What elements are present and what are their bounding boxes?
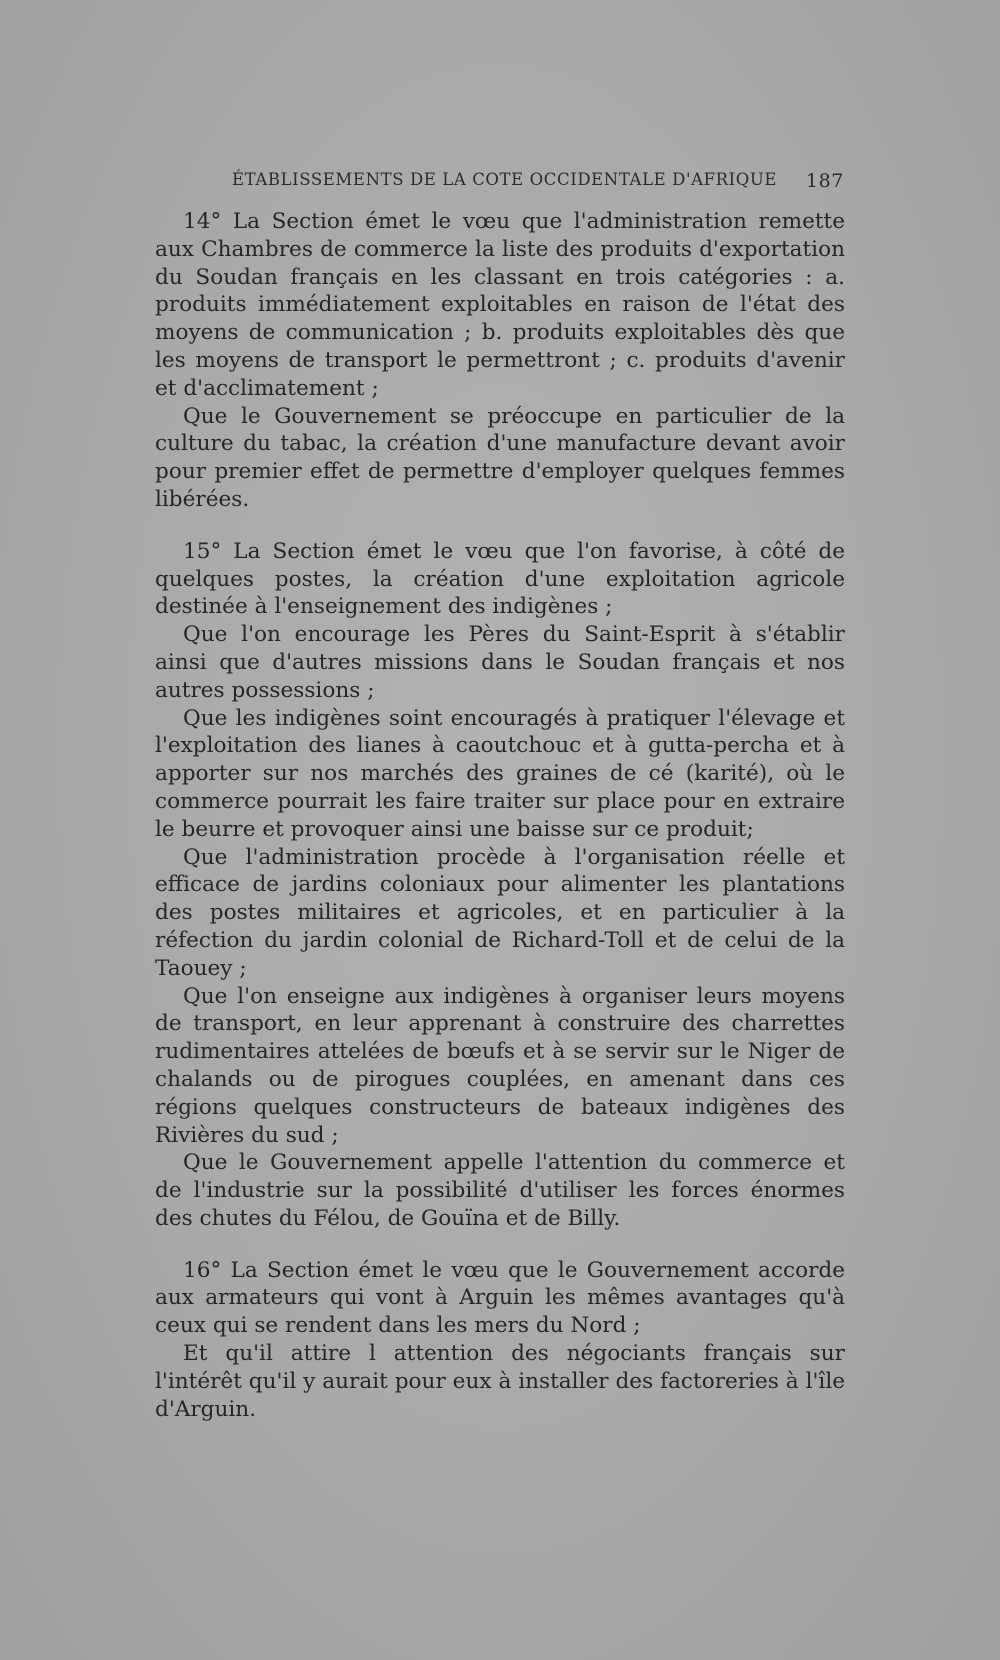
- paragraph-15-transport: Que l'on enseigne aux indigènes à organiser leurs moyens de transport, en leur apprenant à construire des charrettes rudimentaires attelées de bœufs et à se servir sur le Niger de chalands ou de pirogues couplées, en amenant dans ces régions quelques constructeurs de bateaux indigènes des Rivières du sud ;: [155, 983, 845, 1148]
- page-number: 187: [805, 170, 844, 192]
- paragraph-16-arguin: Et qu'il attire l attention des négociants français sur l'intérêt qu'il y aurait pour eux à installer des factoreries à l'île d'Arguin.: [155, 1341, 845, 1422]
- paragraph-15-jardins: Que l'administration procède à l'organisation réelle et efficace de jardins coloniaux pour alimenter les plantations des postes militaires et agricoles, et en particulier à la réfection du jardin colonial de Richard-Toll et de celui de la Taouey ;: [155, 844, 845, 981]
- paragraph-15-chutes: Que le Gouvernement appelle l'attention du commerce et de l'industrie sur la possibilité d'utiliser les forces énormes des chutes du Félou, de Gouïna et de Billy.: [155, 1150, 845, 1231]
- body-text: [155, 208, 845, 1423]
- paragraph-15-missions: Que l'on encourage les Pères du Saint-Esprit à s'établir ainsi que d'autres missions dans le Soudan français et nos autres possessions ;: [155, 622, 845, 703]
- paragraph-14-tabac: Que le Gouvernement se préoccupe en particulier de la culture du tabac, la création d'une manufacture devant avoir pour premier effet de permettre d'employer quelques femmes libérées.: [155, 403, 845, 512]
- running-header: [232, 170, 844, 194]
- paragraph-16: 16° La Section émet le vœu que le Gouvernement accorde aux armateurs qui vont à Arguin les mêmes avantages qu'à ceux qui se rendent dans les mers du Nord ;: [155, 1257, 845, 1339]
- running-title: ÉTABLISSEMENTS DE LA COTE OCCIDENTALE D'AFRIQUE: [232, 170, 778, 189]
- paragraph-14: 14° La Section émet le vœu que l'administration remette aux Chambres de commerce la liste des produits d'exportation du Soudan français en les classant en trois catégories : a. produits immédiatement exploitables en raison de l'état des moyens de communication ; b. produits exploitables dès que les moyens de transport le permettront ; c. produits d'avenir et d'acclimatement ;: [155, 209, 845, 401]
- paragraph-15: 15° La Section émet le vœu que l'on favorise, à côté de quelques postes, la création d'une exploitation agricole destinée à l'enseignement des indigènes ;: [155, 538, 845, 620]
- paragraph-15-elevage: Que les indigènes soint encouragés à pratiquer l'élevage et l'exploitation des lianes à caoutchouc et à gutta-percha et à apporter sur nos marchés des graines de cé (karité), où le commerce pourrait les faire traiter sur place pour en extraire le beurre et provoquer ainsi une baisse sur ce produit;: [155, 705, 845, 842]
